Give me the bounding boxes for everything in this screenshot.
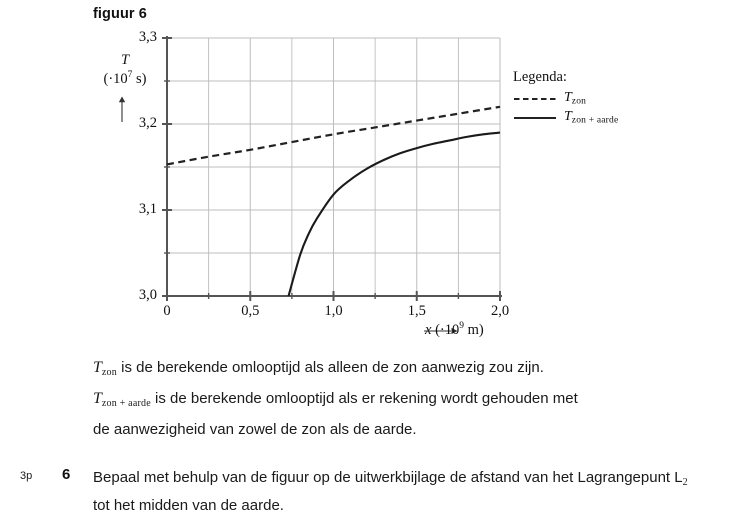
legend-dashed-line-icon bbox=[513, 94, 557, 104]
chart-figure bbox=[0, 30, 750, 350]
y-tick-label: 3,3 bbox=[138, 29, 157, 45]
legend-solid-line-icon bbox=[513, 113, 557, 123]
question-text-part-2: tot het midden van de aarde. bbox=[93, 496, 284, 514]
series-line-2 bbox=[289, 133, 500, 296]
symbol-t-zon: $T_{zon}$ bbox=[93, 359, 117, 378]
chart-legend bbox=[513, 69, 618, 127]
x-tick-label: 2,0 bbox=[490, 303, 510, 319]
legend-label-t-zon: $T_{zon}$ bbox=[564, 90, 587, 107]
description-line-1-text: is de berekende omlooptijd als alleen de zon aanwezig zou zijn. bbox=[116, 359, 544, 376]
legend-label-t-zon-aarde: $T_{zon + aarde}$ bbox=[564, 109, 619, 126]
x-axis-unit-exponent: 9 bbox=[459, 321, 464, 331]
y-axis-unit-exponent: 7 bbox=[127, 69, 133, 80]
x-tick-label: 0,5 bbox=[241, 303, 260, 319]
plot-area bbox=[0, 30, 750, 350]
figure-title: figuur 6 bbox=[93, 6, 147, 22]
x-axis-unit-tail: m) bbox=[463, 321, 484, 338]
x-tick-label: 1,0 bbox=[324, 303, 343, 319]
y-tick-label: 3,0 bbox=[138, 287, 157, 303]
question-text-part-1: Bepaal met behulp van de figuur op de uitwerkbijlage de afstand van het Lagrangepunt L bbox=[93, 469, 683, 486]
x-tick-label: 0 bbox=[163, 303, 171, 319]
legend-item-t-zon-aarde bbox=[513, 108, 618, 127]
y-tick-label: 3,1 bbox=[138, 201, 157, 217]
description-line-3: de aanwezigheid van zowel de zon als de aarde. bbox=[93, 420, 417, 438]
description-line-2-text: is de berekende omlooptijd als er rekening wordt gehouden met bbox=[150, 389, 578, 407]
x-axis-unit-mantissa: (·10 bbox=[435, 321, 460, 338]
y-axis-unit-tail: s) bbox=[132, 70, 147, 87]
question-text bbox=[93, 466, 693, 517]
legend-item-t-zon bbox=[513, 89, 618, 108]
legend-title: Legenda: bbox=[513, 69, 567, 85]
x-axis-symbol: x bbox=[425, 321, 432, 338]
y-axis-symbol: T bbox=[120, 52, 130, 68]
y-axis-unit-mantissa: (·10 bbox=[103, 70, 128, 87]
symbol-t-zon-aarde: $T_{zon + aarde}$ bbox=[93, 389, 151, 409]
question-number: 6 bbox=[62, 466, 71, 483]
description-line-1 bbox=[93, 355, 713, 386]
x-tick-label: 1,5 bbox=[407, 303, 426, 319]
figure-description bbox=[93, 355, 713, 443]
symbol-lagrange-l2: 2 bbox=[682, 476, 688, 488]
question-points: 3p bbox=[20, 470, 33, 482]
description-line-2 bbox=[93, 386, 713, 417]
y-tick-label: 3,2 bbox=[138, 115, 157, 131]
